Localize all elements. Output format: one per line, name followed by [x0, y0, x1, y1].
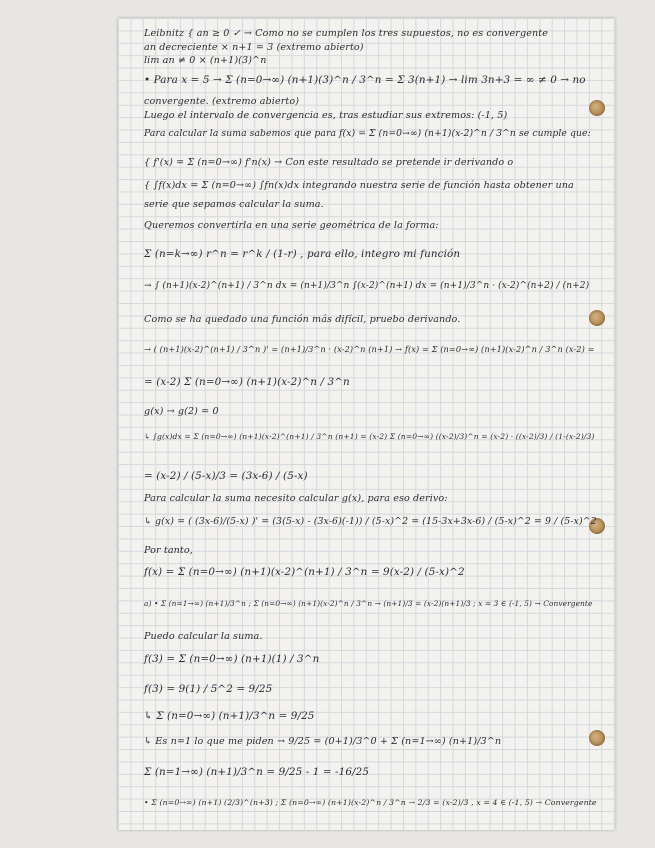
note-line: ↳ g(x) = ( (3x-6)/(5-x) )' = (3(5-x) - (3x-6)(-1)) / (5-x)^2 = (15-3x+3x-6) / (5-x)^2 = 9 / (5-x)^2 [144, 516, 597, 527]
note-line: g(x) → g(2) = 0 [144, 406, 219, 417]
binder-hole [589, 310, 605, 326]
note-line: an decreciente × n+1 = 3 (extremo abierto) [144, 42, 364, 53]
note-line: Luego el intervalo de convergencia es, tras estudiar sus extremos: (-1, 5) [144, 110, 508, 121]
note-line: ↳ Σ (n=0→∞) (n+1)/3^n = 9/25 [144, 710, 315, 722]
note-line: • Para x = 5 → Σ (n=0→∞) (n+1)(3)^n / 3^n = Σ 3(n+1) → lim 3n+3 = ∞ ≠ 0 → no [144, 74, 586, 86]
note-line: Queremos convertirla en una serie geométrica de la forma: [144, 220, 439, 231]
note-line: Como se ha quedado una función más difícil, pruebo derivando. [144, 314, 461, 325]
note-line: convergente. (extremo abierto) [144, 96, 300, 107]
note-line: f(x) = Σ (n=0→∞) (n+1)(x-2)^(n+1) / 3^n = 9(x-2) / (5-x)^2 [144, 566, 465, 578]
note-line: Σ (n=1→∞) (n+1)/3^n = 9/25 - 1 = -16/25 [144, 766, 370, 778]
note-line: ↳ ∫g(x)dx = Σ (n=0→∞) (n+1)(x-2)^(n+1) / 3^n (n+1) = (x-2) Σ (n=0→∞) ((x-2)/3)^n = (x-2) · ((x-2)/3) / (1-(x-2)/3) [144, 432, 595, 441]
note-line: f(3) = Σ (n=0→∞) (n+1)(1) / 3^n [144, 653, 320, 665]
note-line: Σ (n=k→∞) r^n = r^k / (1-r) , para ello, integro mi función [144, 248, 461, 260]
note-line: Para calcular la suma sabemos que para f(x) = Σ (n=0→∞) (n+1)(x-2)^n / 3^n se cumple que: [144, 128, 591, 139]
note-line: serie que sepamos calcular la suma. [144, 199, 324, 210]
binder-hole [589, 100, 605, 116]
note-line: → ( (n+1)(x-2)^(n+1) / 3^n )' = (n+1)/3^n · (x-2)^n (n+1) → f(x) = Σ (n=0→∞) (n+1)(x-2)^n / 3^n (x-2) = [144, 344, 595, 354]
note-line: lim an ≠ 0 × (n+1)(3)^n [144, 55, 267, 66]
note-line: { ∫f(x)dx = Σ (n=0→∞) ∫fn(x)dx integrando nuestra serie de función hasta obtener una [144, 180, 574, 191]
note-line: = (x-2) / (5-x)/3 = (3x-6) / (5-x) [144, 470, 308, 482]
note-line: ↳ Es n=1 lo que me piden → 9/25 = (0+1)/3^0 + Σ (n=1→∞) (n+1)/3^n [144, 736, 502, 747]
note-line: { f'(x) = Σ (n=0→∞) f'n(x) → Con este resultado se pretende ir derivando o [144, 157, 514, 168]
binder-hole [589, 730, 605, 746]
note-line: a) • Σ (n=1→∞) (n+1)/3^n ; Σ (n=0→∞) (n+1)(x-2)^n / 3^n → (n+1)/3 = (x-2)(n+1)/3 ; x = 3 ∈ (-1, 5) → Convergente [144, 599, 593, 608]
note-line: f(3) = 9(1) / 5^2 = 9/25 [144, 683, 273, 695]
note-line: Leibnitz { an ≥ 0 ✓ → Como no se cumplen los tres supuestos, no es convergente [144, 28, 549, 39]
note-line: Por tanto, [144, 545, 193, 556]
note-line: → ∫ (n+1)(x-2)^(n+1) / 3^n dx = (n+1)/3^n ∫(x-2)^(n+1) dx = (n+1)/3^n · (x-2)^(n+2) / (n+2) [144, 281, 590, 291]
note-line: • Σ (n=0→∞) (n+1) (2/3)^(n+3) ; Σ (n=0→∞) (n+1)(x-2)^n / 3^n → 2/3 = (x-2)/3 , x = 4 ∈ (-1, 5) → Convergente [144, 798, 597, 807]
notebook-page [118, 18, 615, 830]
note-line: Puedo calcular la suma. [144, 631, 263, 642]
note-line: = (x-2) Σ (n=0→∞) (n+1)(x-2)^n / 3^n [144, 376, 350, 388]
note-line: Para calcular la suma necesito calcular g(x), para eso derivo: [144, 493, 448, 504]
